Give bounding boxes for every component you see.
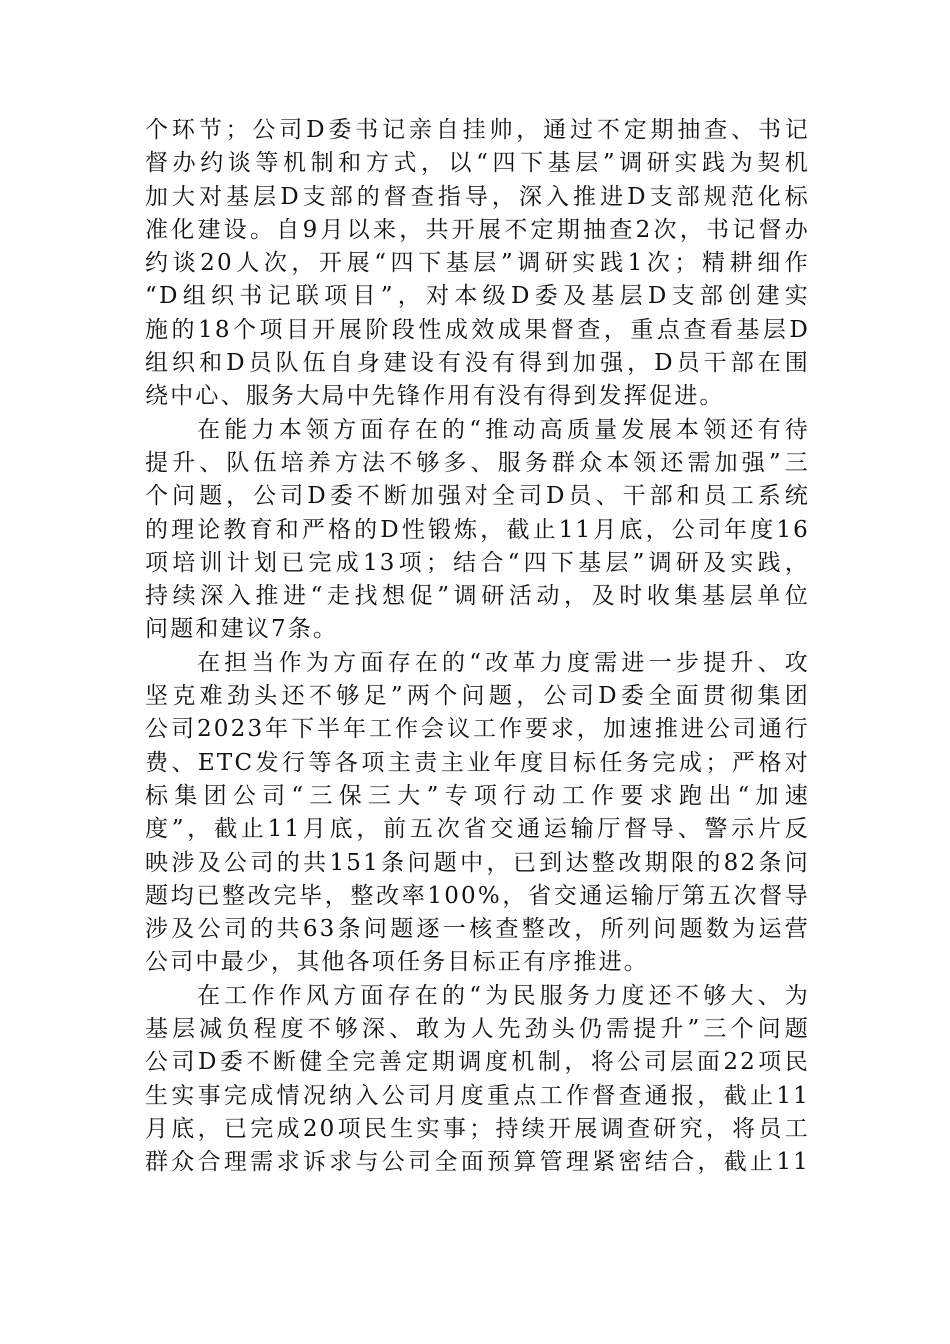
text-line: 个问题，公司D委不断加强对全司D员、干部和员工系统: [145, 483, 810, 510]
text-line: 公司中最少，其他各项任务目标正有序推进。: [145, 949, 649, 976]
text-line: 持续深入推进“走找想促”调研活动，及时收集基层单位: [145, 583, 810, 610]
text-line: 在担当作为方面存在的“改革力度需进一步提升、攻: [197, 649, 810, 676]
text-line: 绕中心、服务大局中先锋作用有没有得到发挥促进。: [145, 383, 725, 410]
text-line: 在能力本领方面存在的“推动高质量发展本领还有待: [197, 416, 810, 443]
paragraph-1: [145, 114, 810, 414]
text-line: 群众合理需求诉求与公司全面预算管理紧密结合，截止11: [145, 1149, 810, 1176]
text-line: 组织和D员队伍自身建设有没有得到加强，D员干部在围: [145, 350, 810, 377]
text-line: 施的18个项目开展阶段性成效成果督查，重点查看基层D: [145, 316, 810, 343]
text-line: 加大对基层D支部的督查指导，深入推进D支部规范化标: [145, 183, 810, 210]
text-line: 准化建设。自9月以来，共开展不定期抽查2次，书记督办: [145, 216, 810, 243]
text-line: 督办约谈等机制和方式，以“四下基层”调研实践为契机: [145, 150, 810, 177]
text-line: 费、ETC发行等各项主责主业年度目标任务完成；严格对: [145, 749, 810, 776]
paragraph-3: [145, 647, 810, 980]
text-line: 提升、队伍培养方法不够多、服务群众本领还需加强”三: [145, 449, 810, 476]
text-line: 题均已整改完毕，整改率100%，省交通运输厅第五次督导: [145, 882, 810, 909]
text-line: 映涉及公司的共151条问题中，已到达整改期限的82条问: [145, 849, 810, 876]
text-line: 度”，截止11月底，前五次省交通运输厅督导、警示片反: [145, 816, 810, 843]
text-line: 公司D委不断健全完善定期调度机制，将公司层面22项民: [145, 1049, 810, 1076]
text-line: 坚克难劲头还不够足”两个问题，公司D委全面贯彻集团: [145, 683, 810, 710]
paragraph-2: [145, 414, 810, 647]
text-line: 项培训计划已完成13项；结合“四下基层”调研及实践，: [145, 549, 810, 576]
text-line: 公司2023年下半年工作会议工作要求，加速推进公司通行: [145, 716, 810, 743]
text-line: 个环节；公司D委书记亲自挂帅，通过不定期抽查、书记: [145, 117, 810, 143]
text-line: 生实事完成情况纳入公司月度重点工作督查通报，截止11: [145, 1082, 810, 1109]
paragraph-4: [145, 980, 810, 1180]
text-line: 在工作作风方面存在的“为民服务力度还不够大、为: [197, 982, 810, 1009]
text-line: 月底，已完成20项民生实事；持续开展调查研究，将员工: [145, 1115, 810, 1142]
document-body: [145, 114, 810, 1180]
text-line: 标集团公司“三保三大”专项行动工作要求跑出“加速: [145, 782, 810, 809]
text-line: 问题和建议7条。: [145, 616, 339, 643]
text-line: 约谈20人次，开展“四下基层”调研实践1次；精耕细作: [145, 250, 810, 277]
text-line: “D组织书记联项目”，对本级D委及基层D支部创建实: [145, 283, 810, 310]
text-line: 的理论教育和严格的D性锻炼，截止11月底，公司年度16: [145, 516, 810, 543]
text-line: 涉及公司的共63条问题逐一核查整改，所列问题数为运营: [145, 916, 810, 943]
text-line: 基层减负程度不够深、敢为人先劲头仍需提升”三个问题: [145, 1016, 810, 1043]
